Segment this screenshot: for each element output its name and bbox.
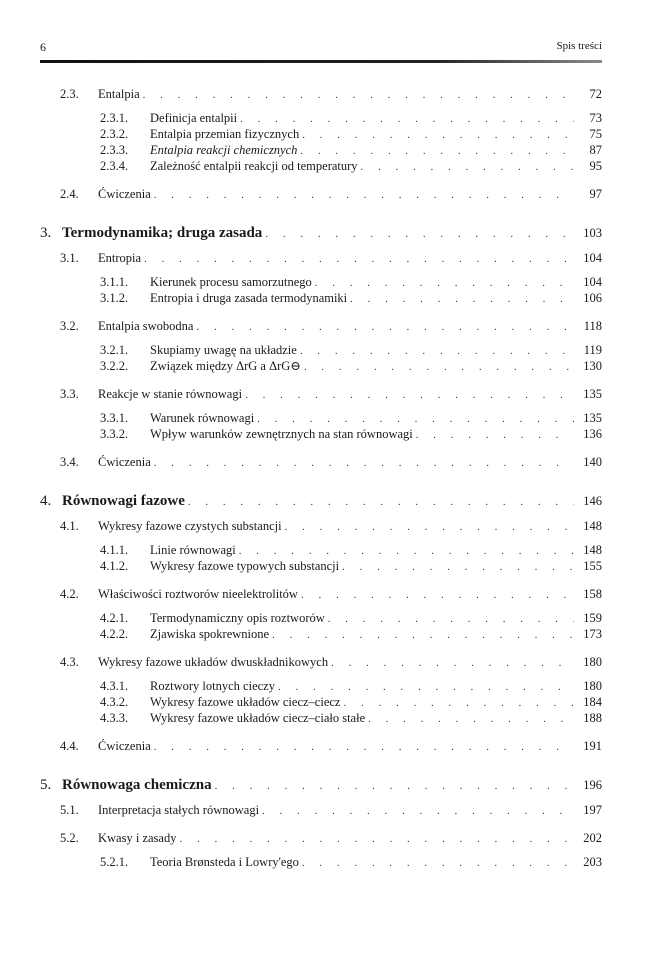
toc-entry-2-3-3[interactable]: 2.3.3. Entalpia reakcji chemicznych . . . 87: [40, 142, 602, 158]
toc-entry-3-1[interactable]: 3.1. Entropia . . . 104: [40, 250, 602, 266]
toc-entry-4-1-1[interactable]: 4.1.1. Linie równowagi . . . 148: [40, 542, 602, 558]
dot-leader: [278, 679, 574, 695]
toc-entry-4-3-3[interactable]: 4.3.3. Wykresy fazowe układów ciecz–ciało stałe . . . 188: [40, 710, 602, 726]
toc-entry-5-2-1[interactable]: 5.2.1. Teoria Brønsteda i Lowry'ego . . . 203: [40, 854, 602, 870]
toc-entry-3-2[interactable]: 3.2. Entalpia swobodna . . . 118: [40, 318, 602, 334]
dot-leader: [154, 739, 574, 755]
toc-entry-4-3-2[interactable]: 4.3.2. Wykresy fazowe układów ciecz–ciecz . . . 184: [40, 694, 602, 710]
toc-entry-3-1-1[interactable]: 3.1.1. Kierunek procesu samorzutnego . . . 104: [40, 274, 602, 290]
toc-entry-3-1-2[interactable]: 3.1.2. Entropia i druga zasada termodynamiki . . . 106: [40, 290, 602, 306]
dot-leader: [302, 127, 574, 143]
toc-entry-3-3-2[interactable]: 3.3.2. Wpływ warunków zewnętrznych na stan równowagi . . . 136: [40, 426, 602, 442]
toc-entry-3-2-2[interactable]: 3.2.2. Związek między ΔrG a ΔrG⊖ . . . 130: [40, 358, 602, 374]
toc-entry-3-2-1[interactable]: 3.2.1. Skupiamy uwagę na układzie . . . 119: [40, 342, 602, 358]
toc-entry-4-2-2[interactable]: 4.2.2. Zjawiska spokrewnione . . . 173: [40, 626, 602, 642]
toc-chapter-3[interactable]: 3. Termodynamika; druga zasada . . . 103: [40, 224, 602, 242]
dot-leader: [154, 455, 574, 471]
toc-entry-3-3[interactable]: 3.3. Reakcje w stanie równowagi . . . 135: [40, 386, 602, 402]
dot-leader: [342, 559, 574, 575]
dot-leader: [196, 319, 574, 335]
toc-entry-2-3-4[interactable]: 2.3.4. Zależność entalpii reakcji od temperatury . . . 95: [40, 158, 602, 174]
toc-entry-5-2[interactable]: 5.2. Kwasy i zasady . . . 202: [40, 830, 602, 846]
toc-entry-2-3-2[interactable]: 2.3.2. Entalpia przemian fizycznych . . . 75: [40, 126, 602, 142]
dot-leader: [265, 225, 574, 243]
page-header: [40, 40, 602, 58]
dot-leader: [331, 655, 574, 671]
dot-leader: [257, 411, 574, 427]
header-rule: [40, 60, 602, 63]
toc-chapter-5[interactable]: 5. Równowaga chemiczna . . . 196: [40, 776, 602, 794]
dot-leader: [304, 359, 574, 375]
toc-entry-2-3-1[interactable]: 2.3.1. Definicja entalpii . . . 73: [40, 110, 602, 126]
dot-leader: [143, 87, 574, 103]
toc-entry-4-2[interactable]: 4.2. Właściwości roztworów nieelektrolitów . . . 158: [40, 586, 602, 602]
toc-entry-4-4[interactable]: 4.4. Ćwiczenia . . . 191: [40, 738, 602, 754]
dot-leader: [154, 187, 574, 203]
toc-entry-2-4[interactable]: 2.4. Ćwiczenia . . . 97: [40, 186, 602, 202]
toc-entry-3-3-1[interactable]: 3.3.1. Warunek równowagi . . . 135: [40, 410, 602, 426]
toc-entry-3-4[interactable]: 3.4. Ćwiczenia . . . 140: [40, 454, 602, 470]
page-number: 6: [40, 40, 46, 54]
dot-leader: [285, 519, 574, 535]
dot-leader: [350, 291, 574, 307]
dot-leader: [416, 427, 574, 443]
dot-leader: [300, 143, 574, 159]
dot-leader: [239, 543, 574, 559]
toc-entry-4-3[interactable]: 4.3. Wykresy fazowe układów dwuskładnikowych . . . 180: [40, 654, 602, 670]
dot-leader: [343, 695, 574, 711]
running-title: Spis treści: [556, 40, 602, 52]
dot-leader: [262, 803, 574, 819]
dot-leader: [300, 343, 574, 359]
toc-entry-2-3[interactable]: 2.3. Entalpia . . . 72: [40, 86, 602, 102]
toc-entry-4-1[interactable]: 4.1. Wykresy fazowe czystych substancji . . . 148: [40, 518, 602, 534]
toc-entry-4-2-1[interactable]: 4.2.1. Termodynamiczny opis roztworów . . . 159: [40, 610, 602, 626]
dot-leader: [301, 587, 574, 603]
dot-leader: [215, 777, 574, 795]
dot-leader: [144, 251, 574, 267]
dot-leader: [179, 831, 574, 847]
toc-entry-4-3-1[interactable]: 4.3.1. Roztwory lotnych cieczy . . . 180: [40, 678, 602, 694]
dot-leader: [361, 159, 574, 175]
dot-leader: [315, 275, 574, 291]
toc-entry-4-1-2[interactable]: 4.1.2. Wykresy fazowe typowych substancji . . . 155: [40, 558, 602, 574]
dot-leader: [302, 855, 574, 871]
dot-leader: [240, 111, 574, 127]
dot-leader: [368, 711, 574, 727]
dot-leader: [328, 611, 574, 627]
dot-leader: [272, 627, 574, 643]
table-of-contents: [40, 86, 602, 870]
dot-leader: [188, 493, 574, 511]
toc-entry-5-1[interactable]: 5.1. Interpretacja stałych równowagi . . . 197: [40, 802, 602, 818]
dot-leader: [245, 387, 574, 403]
toc-chapter-4[interactable]: 4. Równowagi fazowe . . . 146: [40, 492, 602, 510]
